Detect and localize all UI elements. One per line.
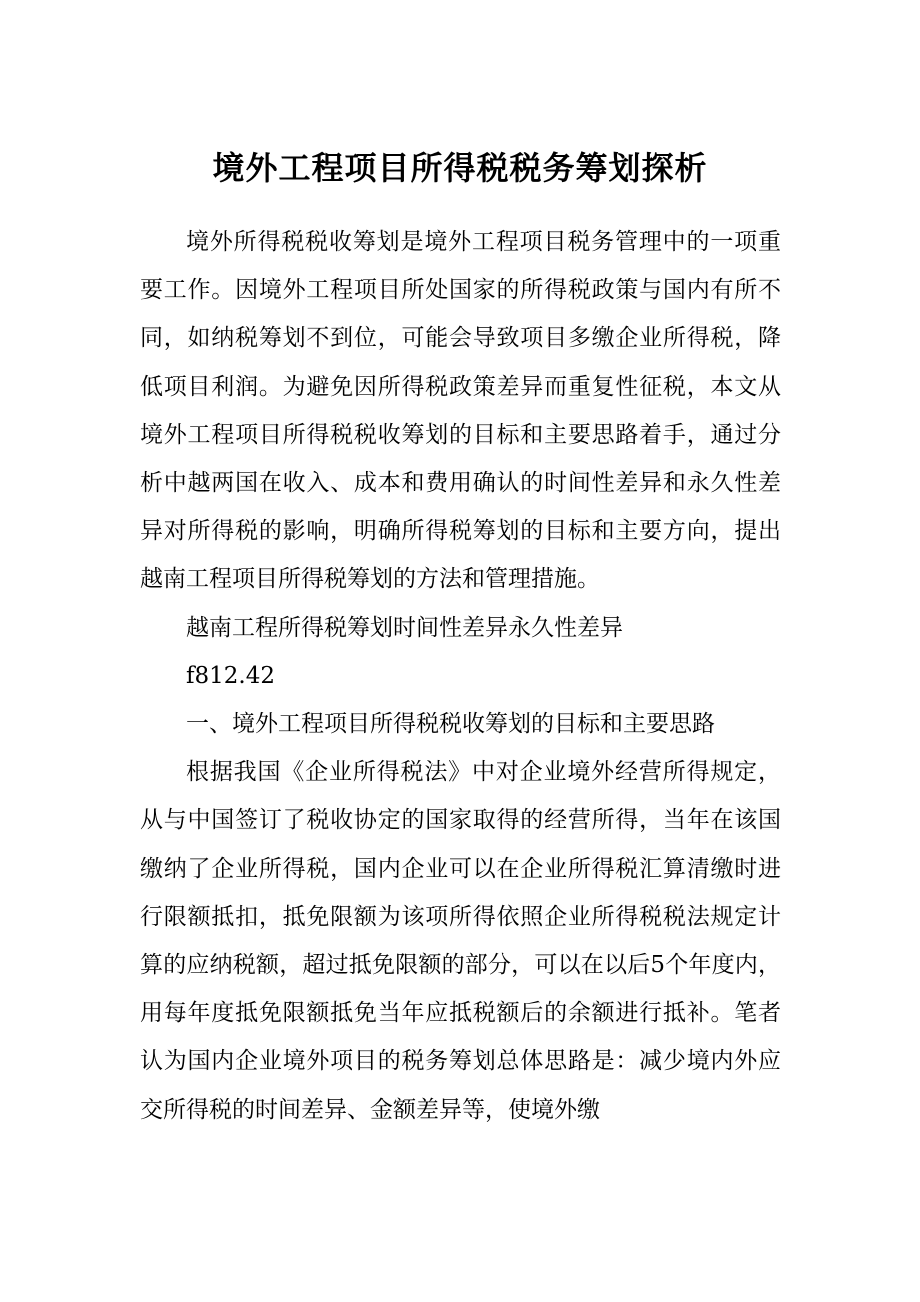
document-body: [140, 218, 781, 1134]
document-title: 境外工程项目所得税税务筹划探析: [212, 149, 708, 187]
section-paragraph: 根据我国《企业所得税法》中对企业境外经营所得规定，从与中国签订了税收协定的国家取得的经营所得，当年在该国缴纳了企业所得税，国内企业可以在企业所得税汇算清缴时进行限额抵扣，抵免限额为该项所得依照企业所得税税法规定计算的应纳税额，超过抵免限额的部分，可以在以后5个年度内，用每年度抵免限额抵免当年应抵税额后的余额进行抵补。笔者认为国内企业境外项目的税务筹划总体思路是：减少境内外应交所得税的时间差异、金额差异等，使境外缴: [140, 759, 781, 1123]
keywords-line: 越南工程所得税筹划时间性差异永久性差异: [186, 614, 623, 641]
classification-number: f812.42: [186, 662, 275, 689]
section-heading: 一、境外工程项目所得税税收筹划的目标和主要思路: [186, 711, 715, 738]
abstract-paragraph: 境外所得税税收筹划是境外工程项目税务管理中的一项重要工作。因境外工程项目所处国家的所得税政策与国内有所不同，如纳税筹划不到位，可能会导致项目多缴企业所得税，降低项目利润。为避免因所得税政策差异而重复性征税，本文从境外工程项目所得税税收筹划的目标和主要思路着手，通过分析中越两国在收入、成本和费用确认的时间性差异和永久性差异对所得税的影响，明确所得税筹划的目标和主要方向，提出越南工程项目所得税筹划的方法和管理措施。: [140, 229, 781, 593]
